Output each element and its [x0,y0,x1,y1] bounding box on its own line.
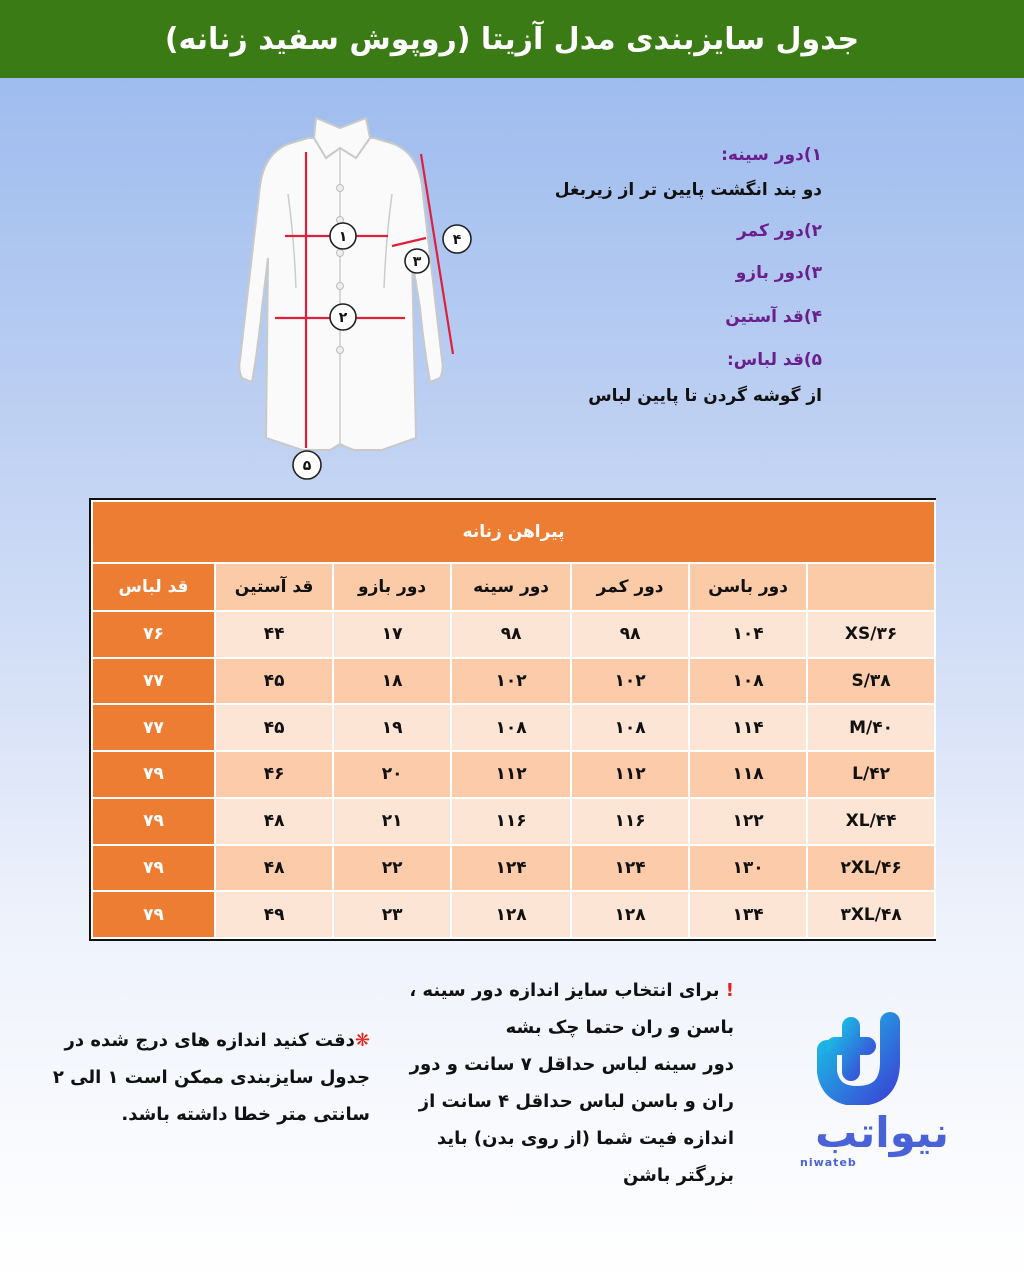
brand-name: نیواتب [815,1108,949,1157]
note-line: باسن و ران حتما چک بشه [505,1017,734,1038]
measurement-1-title: ۱)دور سینه: [721,145,822,165]
cell-length: ۷۶ [92,611,215,658]
cell-hip: ۱۳۴ [689,891,807,938]
cell-hip: ۱۳۰ [689,845,807,892]
header-size [807,563,935,611]
cell-chest: ۱۱۶ [451,798,571,845]
cell-waist: ۱۱۲ [571,751,689,798]
cell-arm: ۲۲ [333,845,451,892]
cell-hip: ۱۱۴ [689,704,807,751]
warning-icon: ! [725,980,734,1001]
cell-length: ۷۷ [92,704,215,751]
measurement-5-title: ۵)قد لباس: [727,350,822,370]
cell-length: ۷۹ [92,798,215,845]
size-table [91,500,936,939]
note-line: دور سینه لباس حداقل ۷ سانت و دور [409,1054,734,1075]
header-waist: دور کمر [571,563,689,611]
cell-hip: ۱۲۲ [689,798,807,845]
cell-chest: ۱۲۴ [451,845,571,892]
table-row [92,611,935,658]
cell-waist: ۱۰۸ [571,704,689,751]
table-title: پیراهن زنانه [92,501,935,563]
cell-waist: ۹۸ [571,611,689,658]
cell-sleeve: ۴۸ [215,798,333,845]
marker-5-label: ۵ [302,458,312,474]
measurement-2-title: ۲)دور کمر [736,221,822,241]
cell-hip: ۱۱۸ [689,751,807,798]
measurement-4-title: ۴)قد آستین [725,307,822,327]
cell-size: M/۴۰ [807,704,935,751]
coat-diagram [230,108,480,488]
cell-chest: ۱۲۸ [451,891,571,938]
cell-hip: ۱۰۸ [689,658,807,705]
cell-size: S/۳۸ [807,658,935,705]
measurement-3-title: ۳)دور بازو [735,263,822,283]
measurement-5-desc: از گوشه گردن تا پایین لباس [588,386,822,406]
cell-arm: ۲۱ [333,798,451,845]
cell-length: ۷۹ [92,751,215,798]
table-row [92,704,935,751]
cell-size: XS/۳۶ [807,611,935,658]
note-line: جدول سایزبندی ممکن است ۱ الی ۲ [52,1067,370,1088]
cell-length: ۷۷ [92,658,215,705]
asterisk-icon: ❋ [354,1030,370,1051]
cell-length: ۷۹ [92,845,215,892]
cell-chest: ۱۰۲ [451,658,571,705]
table-row [92,658,935,705]
header-hip: دور باسن [689,563,807,611]
cell-length: ۷۹ [92,891,215,938]
cell-waist: ۱۰۲ [571,658,689,705]
cell-arm: ۲۳ [333,891,451,938]
header-chest: دور سینه [451,563,571,611]
header-sleeve: قد آستین [215,563,333,611]
cell-arm: ۲۰ [333,751,451,798]
cell-sleeve: ۴۹ [215,891,333,938]
cell-size: L/۴۲ [807,751,935,798]
cell-sleeve: ۴۵ [215,704,333,751]
size-selection-note [398,972,734,1194]
marker-2-label: ۲ [338,310,348,326]
note-line: بزرگتر باشن [622,1165,734,1186]
table-header-row [92,563,935,611]
cell-sleeve: ۴۵ [215,658,333,705]
note-line: برای انتخاب سایز اندازه دور سینه ، [409,980,720,1001]
cell-arm: ۱۹ [333,704,451,751]
cell-hip: ۱۰۴ [689,611,807,658]
tolerance-note [30,1022,370,1133]
note-line: اندازه فیت شما (از روی بدن) باید [436,1128,734,1149]
page-title: جدول سایزبندی مدل آزیتا (روپوش سفید زنانه) [0,0,1024,78]
cell-chest: ۱۰۸ [451,704,571,751]
cell-size: ۳XL/۴۸ [807,891,935,938]
note-line: سانتی متر خطا داشته باشد. [121,1104,370,1125]
cell-arm: ۱۷ [333,611,451,658]
brand-logo-icon [765,1010,925,1105]
marker-4-label: ۴ [452,232,462,248]
cell-size: ۲XL/۴۶ [807,845,935,892]
table-row [92,798,935,845]
cell-arm: ۱۸ [333,658,451,705]
table-row [92,845,935,892]
brand-latin: niwateb [800,1156,857,1169]
note-line: دقت کنید اندازه های درج شده در [64,1030,355,1051]
size-table-container [89,498,936,941]
cell-chest: ۹۸ [451,611,571,658]
measurement-1-desc: دو بند انگشت پایین تر از زیربغل [554,180,822,200]
cell-waist: ۱۱۶ [571,798,689,845]
cell-sleeve: ۴۴ [215,611,333,658]
cell-size: XL/۴۴ [807,798,935,845]
cell-chest: ۱۱۲ [451,751,571,798]
cell-sleeve: ۴۸ [215,845,333,892]
header-arm: دور بازو [333,563,451,611]
table-row [92,891,935,938]
table-row [92,751,935,798]
marker-1-label: ۱ [338,229,348,245]
cell-waist: ۱۲۸ [571,891,689,938]
header-length: قد لباس [92,563,215,611]
cell-waist: ۱۲۴ [571,845,689,892]
marker-3-label: ۳ [412,254,422,270]
note-line: ران و باسن لباس حداقل ۴ سانت از [418,1091,734,1112]
cell-sleeve: ۴۶ [215,751,333,798]
